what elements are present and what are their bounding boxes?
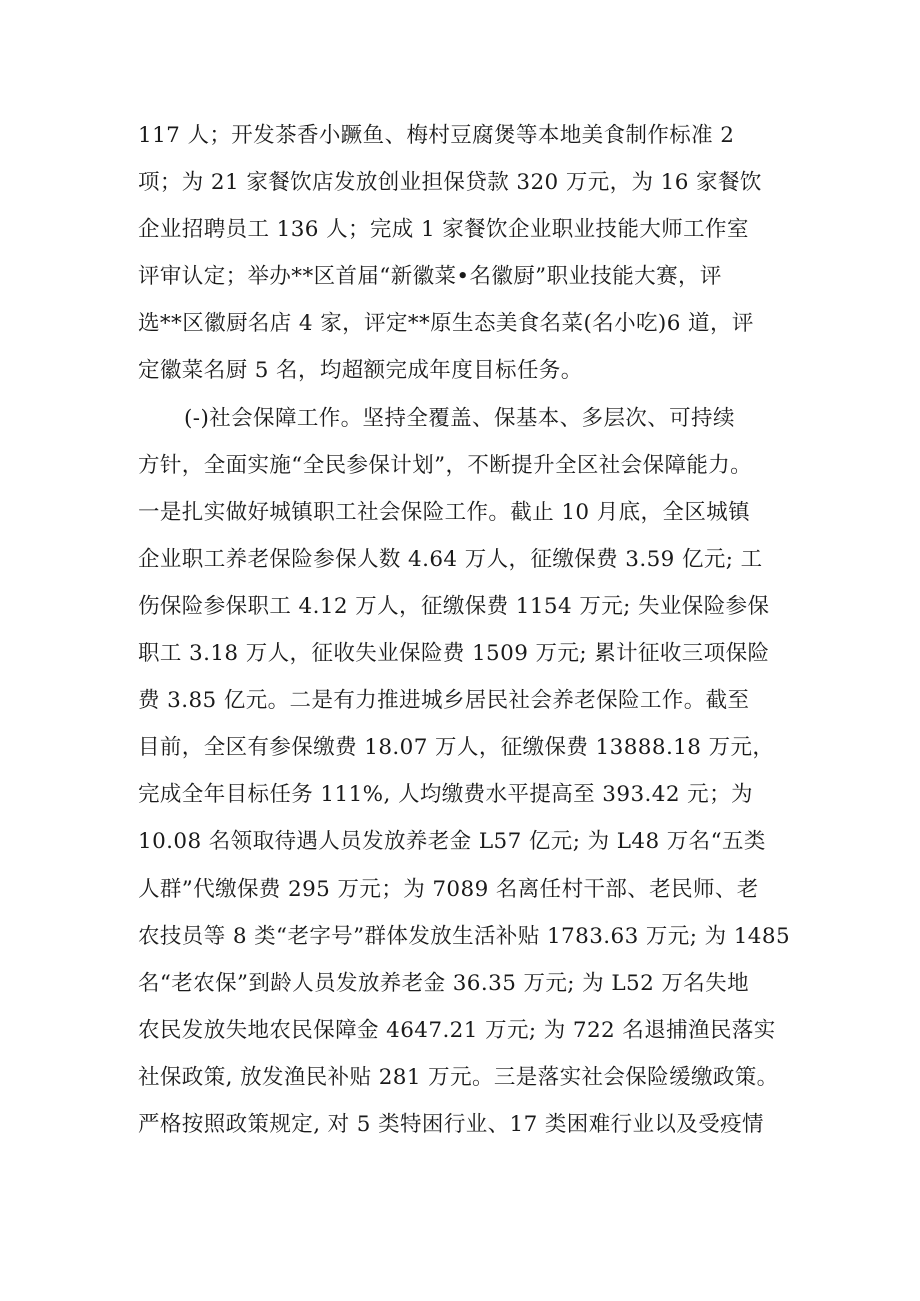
- text-line: 社保政策, 放发渔民补贴 281 万元。三是落实社会保险缓缴政策。: [138, 1064, 779, 1090]
- section-heading-line: (-)社会保障工作。坚持全覆盖、保基本、多层次、可持续: [184, 405, 735, 431]
- text-line: 定徽菜名厨 5 名，均超额完成年度目标任务。: [138, 358, 583, 384]
- text-line: 方针，全面实施“全民参保计划”，不断提升全区社会保障能力。: [138, 452, 753, 478]
- text-line: 117 人；开发茶香小蹶鱼、梅村豆腐煲等本地美食制作标准 2: [138, 123, 735, 148]
- text-line: 企业招聘员工 136 人；完成 1 家餐饮企业职业技能大师工作室: [138, 217, 749, 243]
- text-line: 目前，全区有参保缴费 18.07 万人，征缴保费 13888.18 万元，: [138, 735, 775, 761]
- text-line: 费 3.85 亿元。二是有力推进城乡居民社会养老保险工作。截至: [138, 688, 750, 714]
- text-line: 严格按照政策规定, 对 5 类特困行业、17 类困难行业以及受疫情: [138, 1111, 764, 1137]
- text-line: 项；为 21 家餐饮店发放创业担保贷款 320 万元，为 16 家餐饮: [138, 170, 762, 196]
- text-line: 一是扎实做好城镇职工社会保险工作。截止 10 月底，全区城镇: [138, 499, 751, 525]
- text-line: 10.08 名领取待遇人员发放养老金 L57 亿元; 为 L48 万名“五类: [138, 829, 766, 855]
- text-line: 职工 3.18 万人，征收失业保险费 1509 万元; 累计征收三项保险: [138, 641, 770, 667]
- text-line: 农民发放失地农民保障金 4647.21 万元; 为 722 名退捕渔民落实: [138, 1017, 776, 1043]
- text-line: 完成全年目标任务 111%, 人均缴费水平提高至 393.42 元；为: [138, 782, 753, 808]
- text-line: 企业职工养老保险参保人数 4.64 万人，征缴保费 3.59 亿元; 工: [138, 546, 763, 572]
- text-line: 选**区徽厨名店 4 家，评定**原生态美食名菜(名小吃)6 道，评: [138, 311, 754, 337]
- text-line: 伤保险参保职工 4.12 万人，征缴保费 1154 万元; 失业保险参保: [138, 593, 770, 619]
- text-line: 名“老农保”到龄人员发放养老金 36.35 万元; 为 L52 万名失地: [138, 970, 749, 996]
- body-text: [138, 112, 798, 1148]
- text-line: 农技员等 8 类“老字号”群体发放生活补贴 1783.63 万元; 为 1485: [138, 923, 791, 949]
- text-line: 评审认定；举办**区首届“新徽菜•名徽厨”职业技能大赛，评: [138, 264, 722, 290]
- text-line: 人群”代缴保费 295 万元；为 7089 名离任村干部、老民师、老: [138, 876, 759, 902]
